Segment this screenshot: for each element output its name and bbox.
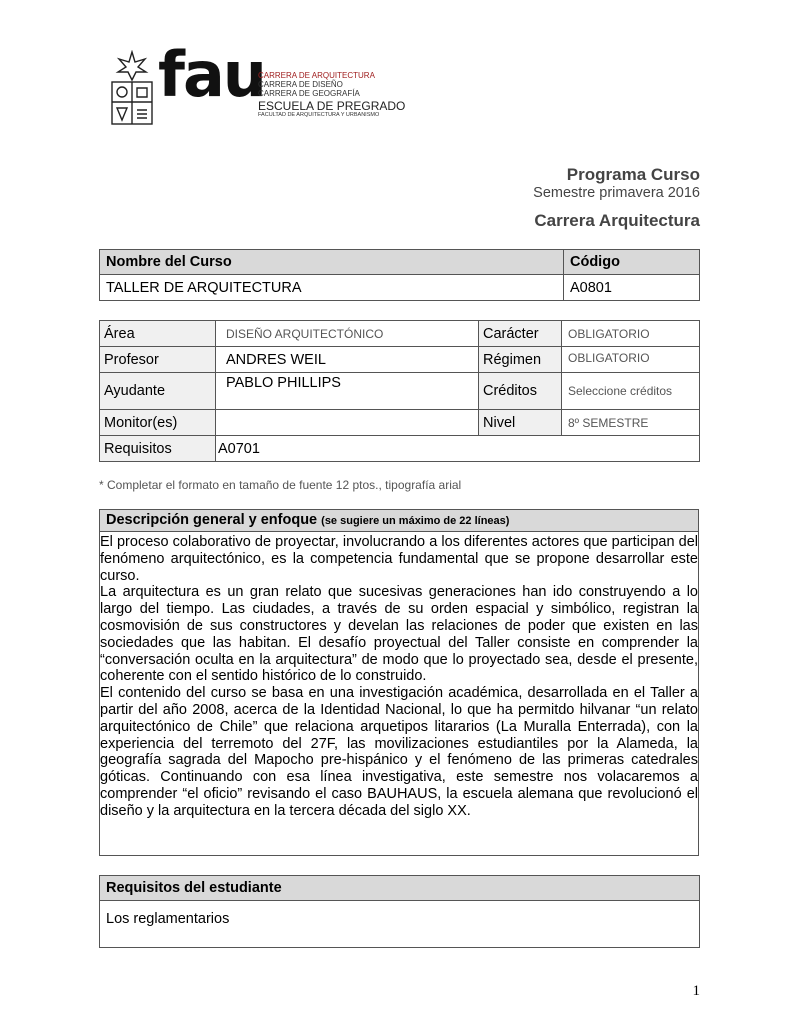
area-label: Área [100, 321, 216, 347]
career-title: Carrera Arquitectura [534, 211, 700, 230]
requirements-value: Los reglamentarios [106, 911, 230, 927]
monitor-label: Monitor(es) [100, 410, 216, 436]
nivel-label: Nivel [479, 410, 562, 436]
course-name-header: Nombre del Curso [100, 250, 564, 275]
university-crest-icon [108, 50, 156, 128]
monitor-value [216, 410, 479, 436]
description-heading: Descripción general y enfoque [106, 512, 318, 528]
format-note: * Completar el formato en tamaño de fuente 12 ptos., tipografía arial [99, 478, 462, 492]
page-number: 1 [692, 983, 700, 999]
course-code-value: A0801 [564, 275, 700, 301]
description-heading-note: (se sugiere un máximo de 22 líneas) [321, 515, 510, 527]
fau-wordmark: fau [158, 38, 265, 111]
area-value: DISEÑO ARQUITECTÓNICO [216, 321, 479, 347]
requirements-heading: Requisitos del estudiante [100, 876, 699, 901]
requisitos-label: Requisitos [100, 436, 216, 462]
caracter-label: Carácter [479, 321, 562, 347]
creditos-label: Créditos [479, 373, 562, 410]
profesor-value: ANDRES WEIL [216, 347, 479, 373]
logo-line-geografia: CARRERA DE GEOGRAFÍA [258, 89, 360, 98]
course-table [99, 249, 700, 301]
fau-logo [108, 38, 408, 130]
requisitos-value: A0701 [216, 436, 700, 462]
description-paragraph: El contenido del curso se basa en una investigación académica, desarrollada en el Taller a partir del año 2008, acerca de la Identidad Nacional, lo que ha permitdo hilvanar “un relato arquitectónico de Chile” que relaciona arquetipos litararios (La Muralla Enterrada), con la experiencia del terremoto del 27F, las movilizaciones estudiantiles por la Alameda, la geografía sagrada del Mapocho pre-hispánico y el fenómeno de las primeras catedrales góticas. Continuando con esa línea investigativa, este semestre nos volacaremos a comprender “el oficio” revisando el caso BAUHAUS, la escuela alemana que revolucionó el diseño y la arquitectura en la tercera década del siglo XX. [100, 685, 698, 819]
regimen-value: OBLIGATORIO [562, 347, 700, 373]
creditos-select[interactable]: Seleccione créditos [562, 373, 700, 410]
description-body [100, 532, 698, 820]
logo-line-diseno: CARRERA DE DISEÑO [258, 80, 343, 89]
course-name-value: TALLER DE ARQUITECTURA [100, 275, 564, 301]
description-paragraph: La arquitectura es un gran relato que sucesivas generaciones han ido construyendo a lo largo del tiempo. Las ciudades, a través de su orden espacial y simbólico, registran la cosmovisión de sus constructores y develan las relaciones de poder que existen en las sociedades que las habitan. El desafío proyectual del Taller consiste en comprender la “conversación oculta en la arquitectura” de modo que lo proyectado sea, desde el presente, coherente con el sentido histórico de lo construido. [100, 584, 698, 685]
semester-label: Semestre primavera 2016 [533, 185, 700, 201]
logo-school: ESCUELA DE PREGRADO [258, 99, 406, 113]
logo-line-arquitectura: CARRERA DE ARQUITECTURA [258, 71, 375, 80]
profesor-label: Profesor [100, 347, 216, 373]
course-info-table [99, 320, 700, 462]
nivel-value: 8º SEMESTRE [562, 410, 700, 436]
course-code-header: Código [564, 250, 700, 275]
regimen-label: Régimen [479, 347, 562, 373]
page-title: Programa Curso [566, 165, 700, 184]
ayudante-label: Ayudante [100, 373, 216, 410]
logo-text-lines [258, 72, 405, 119]
logo-faculty: FACULTAD DE ARQUITECTURA Y URBANISMO [258, 112, 380, 118]
description-header [100, 510, 698, 532]
requirements-section [99, 875, 700, 948]
caracter-value: OBLIGATORIO [562, 321, 700, 347]
description-paragraph: El proceso colaborativo de proyectar, involucrando a los diferentes actores que participan del fenómeno arquitectónico, es la competencia fundamental que se propone desarrollar este curso. [100, 534, 698, 584]
ayudante-value: PABLO PHILLIPS [216, 373, 479, 410]
description-section [99, 509, 699, 856]
